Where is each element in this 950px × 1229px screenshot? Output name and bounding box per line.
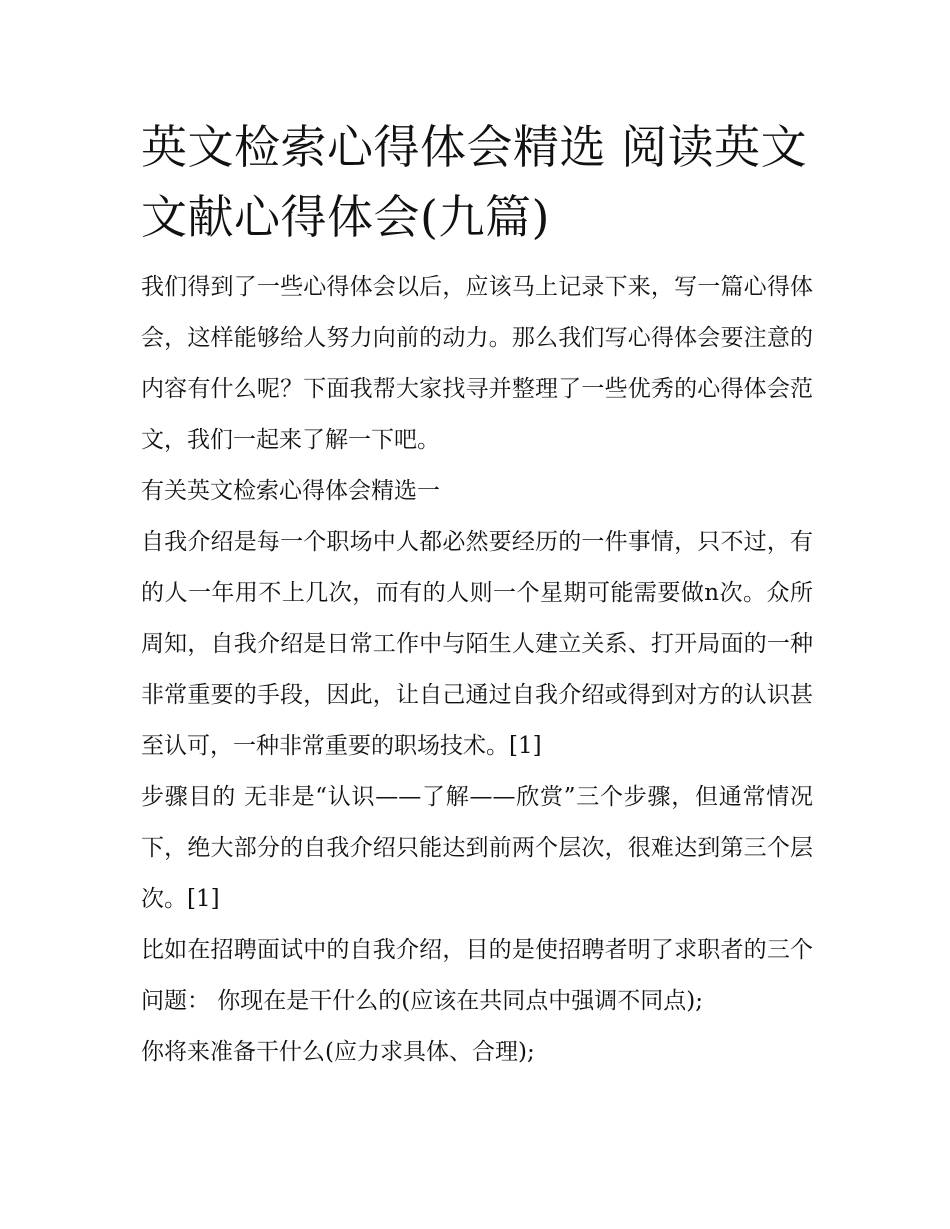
body-paragraph: 自我介绍是每一个职场中人都必然要经历的一件事情，只不过，有的人一年用不上几次，而有的人则一个星期可能需要做n次。众所周知，自我介绍是日常工作中与陌生人建立关系、打开局面的一种非常重要的手段，因此，让自己通过自我介绍或得到对方的认识甚至认可，一种非常重要的职场技术。[1] [141, 529, 813, 759]
body-paragraph: 步骤目的 无非是“认识——了解——欣赏”三个步骤，但通常情况下，绝大部分的自我介绍只能达到前两个层次，很难达到第三个层次。[1] [141, 784, 813, 912]
document-title: 英文检索心得体会精选 阅读英文文献心得体会(九篇) [141, 120, 808, 244]
intro-paragraph: 我们得到了一些心得体会以后，应该马上记录下来，写一篇心得体会，这样能够给人努力向前的动力。那么我们写心得体会要注意的内容有什么呢？下面我帮大家找寻并整理了一些优秀的心得体会范文，我们一起来了解一下吧。 [141, 274, 813, 453]
body-paragraph: 你将来准备干什么(应力求具体、合理); [141, 1039, 535, 1065]
document-page [141, 112, 813, 1078]
section-heading: 有关英文检索心得体会精选一 [141, 478, 440, 504]
body-paragraph: 比如在招聘面试中的自我介绍，目的是使招聘者明了求职者的三个问题： 你现在是干什么的(应该在共同点中强调不同点); [141, 937, 813, 1014]
